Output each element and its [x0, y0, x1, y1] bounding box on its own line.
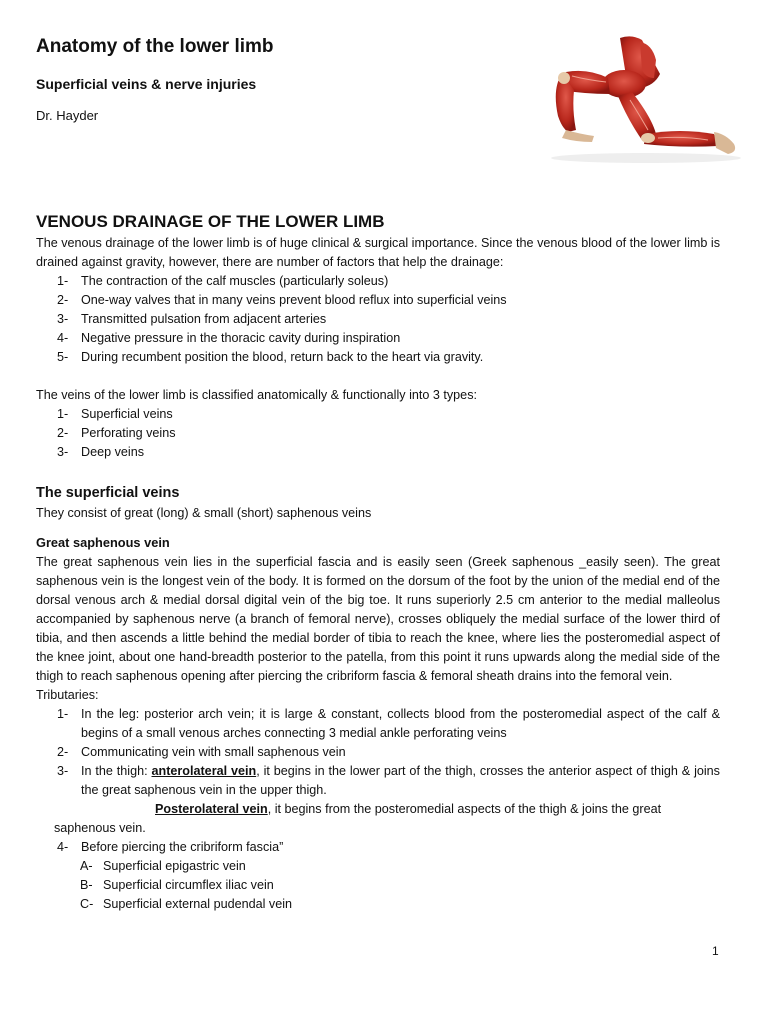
- list-item: 1- Superficial veins: [57, 407, 173, 421]
- list-item: 3- Transmitted pulsation from adjacent arteries: [57, 312, 327, 326]
- list-item: 2- Perforating veins: [57, 426, 176, 440]
- tributaries-list-cont: [36, 838, 720, 857]
- page-number: 1: [712, 944, 719, 958]
- posterolateral-vein-text: Posterolateral vein, it begins from the posteromedial aspects of the thigh & joins the great: [155, 802, 662, 816]
- superficial-veins-intro: They consist of great (long) & small (short) saphenous veins: [36, 506, 372, 520]
- venous-drainage-intro: The venous drainage of the lower limb is of huge clinical & surgical importance. Since the venous blood of the lower limb is drained against gravity, however, there are number of factors that help the drainage:: [36, 236, 720, 269]
- list-item: 2- Communicating vein with small saphenous vein: [57, 745, 346, 759]
- term-posterolateral-vein: Posterolateral vein: [155, 802, 268, 816]
- list-item: 4- Before piercing the cribriform fascia”: [57, 840, 284, 854]
- section-heading-venous-drainage: VENOUS DRAINAGE OF THE LOWER LIMB: [36, 212, 385, 231]
- author-name: Dr. Hayder: [36, 108, 99, 123]
- list-item: A- Superficial epigastric vein: [80, 859, 246, 873]
- section-heading-superficial-veins: The superficial veins: [36, 485, 180, 501]
- document-title: Anatomy of the lower limb: [36, 36, 274, 57]
- cribriform-tributaries-list: [36, 857, 720, 914]
- list-item: B- Superficial circumflex iliac vein: [80, 878, 274, 892]
- term-anterolateral-vein: anterolateral vein: [151, 764, 257, 778]
- tributaries-label: Tributaries:: [36, 688, 99, 702]
- list-item: 2- One-way valves that in many veins prevent blood reflux into superficial veins: [57, 293, 507, 307]
- list-item: C- Superficial external pudendal vein: [80, 897, 293, 911]
- drainage-factors-list: [36, 272, 720, 367]
- list-item: 1- The contraction of the calf muscles (particularly soleus): [57, 274, 389, 288]
- great-saphenous-body: The great saphenous vein lies in the superficial fascia and is easily seen (Greek saphenous _easily seen). The great saphenous vein is the longest vein of the body. It is formed on the dorsum of the foot by the union of the medial end of the dorsal venous arch & medial dorsal digital vein of the big toe. It runs superiorly 2.5 cm anterior to the medial malleolus accompanied by saphenous nerve (a branch of femoral nerve), crosses obliquely the medial surface of the lower third of tibia, and then ascends a little behind the medial border of tibia to reach the knee, where lies the posteromedial aspect of the knee joint, about one hand-breadth posterior to the patella, from this point it runs upwards along the medial side of the thigh to reach saphenous opening after piercing the cribriform fascia & femoral sheath drains into the femoral vein.: [36, 555, 720, 683]
- document-body: [36, 210, 720, 914]
- posterolateral-continuation: saphenous vein.: [54, 821, 146, 835]
- vein-types-list: [36, 405, 720, 462]
- muscle-anatomy-figure: [528, 34, 748, 166]
- subheading-great-saphenous: Great saphenous vein: [36, 535, 170, 550]
- list-item: 1- In the leg: posterior arch vein; it is large & constant, collects blood from the posteromedial aspect of the calf & begins of a small venous arches connecting 3 medial ankle perforating veins: [57, 707, 720, 740]
- tributaries-list: [36, 705, 720, 800]
- list-item: 3- In the thigh: anterolateral vein, it begins in the lower part of the thigh, crosses the anterior aspect of thigh & joins the great saphenous vein in the upper thigh.: [57, 764, 720, 797]
- document-subtitle: Superficial veins & nerve injuries: [36, 76, 257, 92]
- list-item: 4- Negative pressure in the thoracic cavity during inspiration: [57, 331, 401, 345]
- list-item: 3- Deep veins: [57, 445, 145, 459]
- list-item: 5- During recumbent position the blood, return back to the heart via gravity.: [57, 350, 484, 364]
- classification-text: The veins of the lower limb is classified anatomically & functionally into 3 types:: [36, 388, 477, 402]
